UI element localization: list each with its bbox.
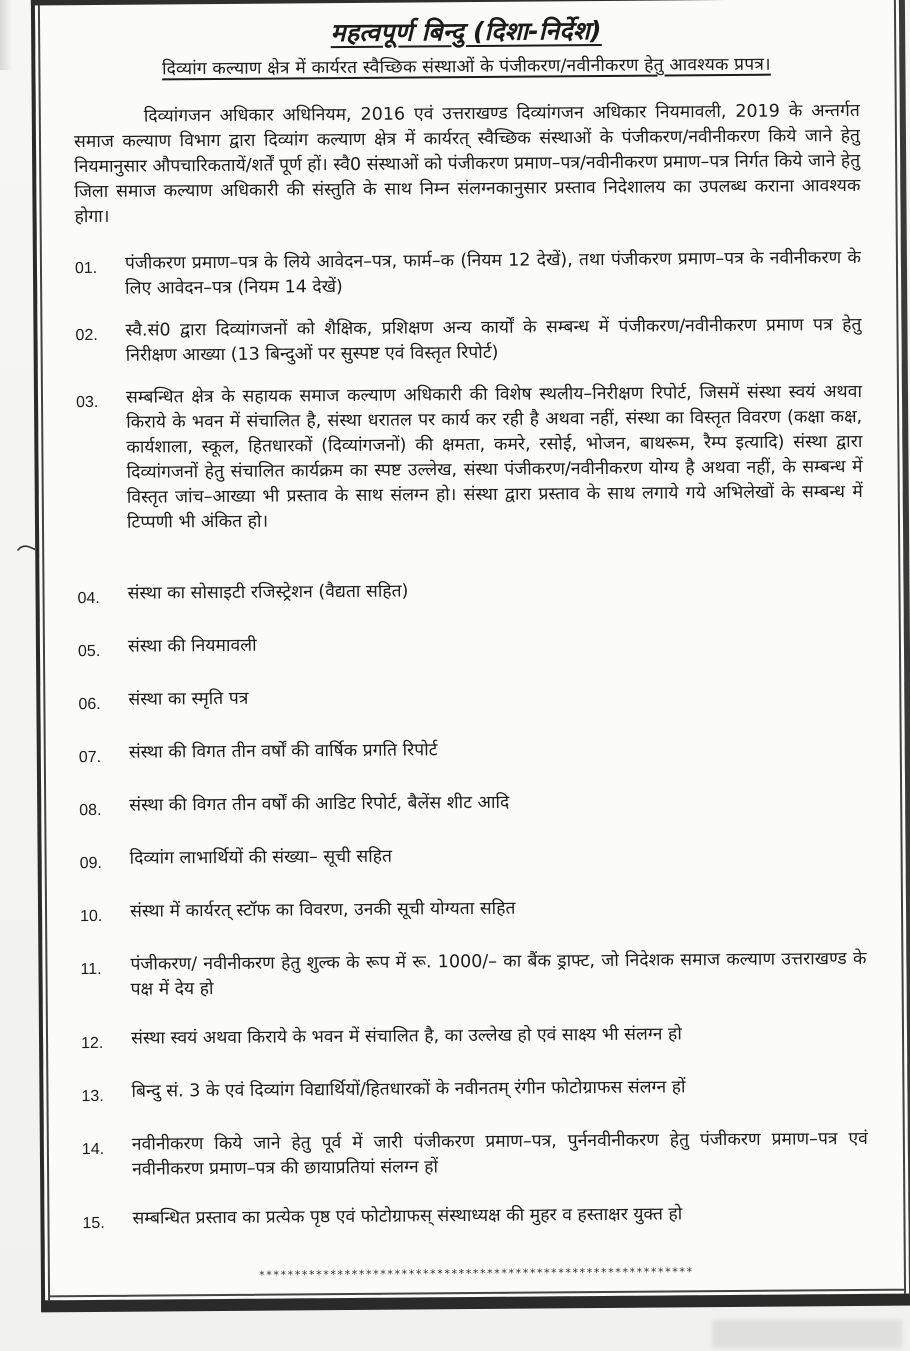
item-text: संस्था का सोसाइटी रजिस्ट्रेशन (वैद्यता सहित) <box>127 581 409 604</box>
list-item <box>79 788 865 823</box>
item-number: 01. <box>74 259 98 278</box>
list-item <box>75 313 861 369</box>
item-number: 03. <box>75 393 99 412</box>
item-number: 02. <box>75 326 98 345</box>
item-number: 12. <box>81 1034 104 1053</box>
list-item <box>81 1021 867 1056</box>
list-item <box>79 735 865 770</box>
item-text: संस्था की विगत तीन वर्षों की आडिट रिपोर्ट, बैलेंस शीट आदि <box>129 792 510 816</box>
list-item <box>78 629 864 664</box>
document-title <box>73 11 859 51</box>
item-text: नवीनीकरण किये जाने हेतु पूर्व में जारी पंजीकरण प्रमाण–पत्र, पुर्ननवीनीकरण हेतु पंजीकरण प्रमाण–पत्र एवं नवीनीकरण प्रमाण–पत्र की छायाप्रतियां संलग्न हों <box>131 1128 868 1180</box>
intro-paragraph: दिव्यांगजन अधिकार अधिनियम, 2016 एवं उत्तराखण्ड दिव्यांगजन अधिकार नियमावली, 2019 के अन्तर्गत समाज कल्याण विभाग द्वारा दिव्यांग कल्याण क्षेत्र में कार्यरत् स्वैच्छिक संस्थाओं के पंजीकरण/नवीनीकरण किये जाने हेतु नियमानुसार औपचारिकतायें/शर्तें पूर्ण हों। स्वै0 संस्थाओं को पंजीकरण प्रमाण–पत्र/नवीनीकरण प्रमाण–पत्र निर्गत किये जाने हेतु जिला समाज कल्याण अधिकारी की संस्तुति के साथ निम्न संलग्नकानुसार प्रस्ताव निदेशालय का उपलब्ध कराना आवश्यक होगा। <box>73 100 861 228</box>
item-text: स्वै.सं0 द्वारा दिव्यांगजनों को शैक्षिक, प्रशिक्षण अन्य कार्यों के सम्बन्ध में पंजीकरण/नवीनीकरण प्रमाण पत्र हेतु निरीक्षण आख्या (13 बिन्दुओं पर सुस्पष्ट एवं विस्तृत रिपोर्ट) <box>125 314 862 366</box>
list-item <box>82 1127 868 1183</box>
item-text: सम्बन्धित क्षेत्र के सहायक समाज कल्याण अधिकारी की विशेष स्थलीय–निरीक्षण रिपोर्ट, जिसमें संस्था स्वयं अथवा किराये के भवन में संचालित है, संस्था धरातल पर कार्य कर रही है अथवा नहीं, संस्था का विस्तृत विवरण (कक्षा कक्ष, कार्यशाला, स्कूल, हितधारकों (दिव्यांगजनों) की क्षमता, कमरे, रसोई, भोजन, बाथरूम, रैम्प इत्यादि) संस्था द्वारा दिव्यांगजनों हेतु संचालित कार्यक्रम का स्पष्ट उल्लेख, संस्था पंजीकरण/नवीनीकरण योग्य है अथवा नहीं, के सम्बन्ध में विस्तृत जांच–आख्या भी प्रस्ताव के साथ संलग्न हो। संस्था द्वारा प्रस्ताव के साथ लगाये गये अभिलेखों के सम्बन्ध में टिप्पणी भी अंकित हो। <box>125 381 863 533</box>
item-text: पंजीकरण/ नवीनीकरण हेतु शुल्क के रूप में रू. 1000/– का बैंक ड्राफ्ट, जो निदेशक समाज कल्याण उत्तराखण्ड के पक्ष में देय हो <box>130 948 867 1000</box>
requirements-list <box>75 246 869 1236</box>
item-number: 15. <box>82 1214 105 1233</box>
item-text: पंजीकरण प्रमाण–पत्र के लिये आवेदन–पत्र, फार्म–क (नियम 12 देखें), तथा पंजीकरण प्रमाण–पत्र के नवीनीकरण के लिए आवेदन–पत्र (नियम 14 देखें) <box>124 247 861 299</box>
scan-smudge <box>712 1320 902 1348</box>
item-number: 06. <box>78 695 101 714</box>
list-item <box>80 947 866 1003</box>
list-item <box>81 1074 867 1109</box>
item-number: 10. <box>80 907 103 926</box>
item-text: बिन्दु सं. 3 के एवं दिव्यांग विद्यार्थियों/हितधारकों के नवीनतम् रंगीन फोटोग्राफस संलग्न हों <box>131 1077 686 1102</box>
end-of-document-marker: ************************************************************* <box>258 1265 694 1282</box>
list-item <box>77 576 863 611</box>
item-text: संस्था की विगत तीन वर्षों की वार्षिक प्रगति रिपोर्ट <box>128 740 438 763</box>
scan-edge-shadow <box>0 0 12 70</box>
document-subtitle <box>73 51 859 81</box>
item-number: 04. <box>77 589 100 608</box>
list-item <box>80 841 866 876</box>
document-title-text: महत्वपूर्ण बिन्दु (दिशा-निर्देश) <box>330 15 602 48</box>
item-text: दिव्यांग लाभार्थियों की संख्या– सूची सहित <box>129 846 393 869</box>
item-text: संस्था की नियमावली <box>127 635 257 657</box>
item-number: 05. <box>77 642 101 661</box>
item-number: 08. <box>79 801 102 820</box>
list-item <box>76 380 863 536</box>
item-number: 07. <box>78 748 102 767</box>
list-item <box>82 1201 868 1236</box>
item-text: संस्था का स्मृति पत्र <box>128 688 249 710</box>
item-number: 14. <box>81 1140 105 1159</box>
list-item <box>78 682 864 717</box>
document-subtitle-text: दिव्यांग कल्याण क्षेत्र में कार्यरत स्वैच्छिक संस्थाओं के पंजीकरण/नवीनीकरण हेतु आवश्यक प्रपत्र। <box>162 54 771 80</box>
item-text: सम्बन्धित प्रस्ताव का प्रत्येक पृष्ठ एवं फोटोग्राफस् संस्थाध्यक्ष की मुहर व हस्ताक्षर युक्त हो <box>132 1204 683 1229</box>
list-item <box>80 894 866 929</box>
item-number: 09. <box>79 854 102 873</box>
item-number: 13. <box>81 1087 104 1106</box>
list-item <box>75 246 861 302</box>
item-number: 11. <box>80 960 102 979</box>
item-text: संस्था स्वयं अथवा किराये के भवन में संचालित है, का उल्लेख हो एवं साक्ष्य भी संलग्न हो <box>130 1024 682 1049</box>
document-border-frame <box>31 0 910 1312</box>
document-content <box>73 0 869 1283</box>
item-text: संस्था में कार्यरत् स्टॉफ का विवरण, उनकी सूची योग्यता सहित <box>129 898 516 922</box>
